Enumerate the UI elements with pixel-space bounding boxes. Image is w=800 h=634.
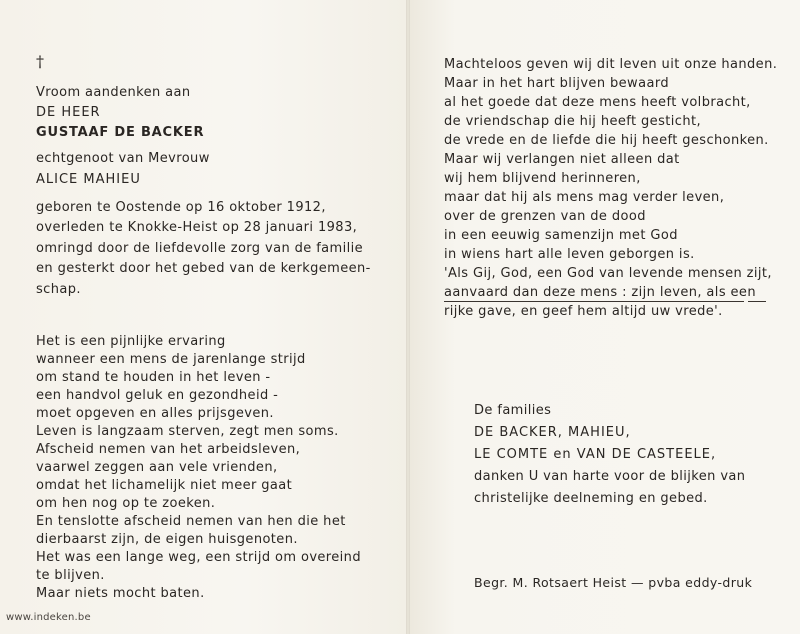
thanks-line: De families [474, 403, 552, 418]
poem-line: al het goede dat deze mens heeft volbracht, [444, 95, 751, 110]
poem-line: om stand te houden in het leven - [36, 370, 271, 385]
thanks-families: LE COMTE en VAN DE CASTEELE, [474, 447, 717, 462]
poem-line: omdat het lichamelijk niet meer gaat [36, 478, 293, 493]
bio-line: omringd door de liefdevolle zorg van de familie [36, 241, 364, 256]
poem-line: Machteloos geven wij dit leven uit onze handen. [444, 57, 778, 72]
bio-line: schap. [36, 282, 81, 297]
poem-line: En tenslotte afscheid nemen van hen die het [36, 514, 346, 529]
intro-line: Vroom aandenken aan [36, 85, 191, 100]
bio-line: overleden te Knokke-Heist op 28 januari 1983, [36, 220, 358, 235]
poem-line: moet opgeven en alles prijsgeven. [36, 406, 274, 421]
deceased-name: GUSTAAF DE BACKER [36, 125, 205, 140]
poem-line: de vriendschap die hij heeft gesticht, [444, 114, 701, 129]
cross-symbol: † [36, 52, 44, 71]
poem-line: Het is een pijnlijke ervaring [36, 334, 226, 349]
poem-line: in wiens hart alle leven geborgen is. [444, 247, 695, 262]
poem-line: Afscheid nemen van het arbeidsleven, [36, 442, 301, 457]
spouse-name: ALICE MAHIEU [36, 172, 141, 187]
poem-line: de vrede en de liefde die hij heeft geschonken. [444, 133, 769, 148]
poem-line: wanneer een mens de jarenlange strijd [36, 352, 306, 367]
poem-line: te blijven. [36, 568, 105, 583]
poem-line: vaarwel zeggen aan vele vrienden, [36, 460, 278, 475]
page-fold [406, 0, 410, 634]
intro-line: DE HEER [36, 105, 101, 120]
printer-credit: Begr. M. Rotsaert Heist — pvba eddy-druk [474, 575, 753, 590]
poem-line: Maar wij verlangen niet alleen dat [444, 152, 680, 167]
poem-line: maar dat hij als mens mag verder leven, [444, 190, 725, 205]
watermark: www.indeken.be [6, 612, 91, 623]
poem-line: Maar in het hart blijven bewaard [444, 76, 669, 91]
poem-line: over de grenzen van de dood [444, 209, 646, 224]
spouse-intro: echtgenoot van Mevrouw [36, 151, 210, 166]
bio-line: geboren te Oostende op 16 oktober 1912, [36, 200, 326, 215]
poem-line: rijke gave, en geef hem altijd uw vrede'. [444, 304, 723, 319]
right-page [408, 0, 800, 634]
poem-line: Leven is langzaam sterven, zegt men soms. [36, 424, 339, 439]
poem-line: om hen nog op te zoeken. [36, 496, 216, 511]
poem-line: dierbaarst zijn, de eigen huisgenoten. [36, 532, 298, 547]
poem-line: Maar niets mocht baten. [36, 586, 205, 601]
poem-line: aanvaard dan deze mens : zijn leven, als een [444, 285, 756, 300]
divider-rule [444, 301, 766, 302]
poem-line: Het was een lange weg, een strijd om overeind [36, 550, 361, 565]
poem-line: 'Als Gij, God, een God van levende mensen zijt, [444, 266, 772, 281]
poem-line: een handvol geluk en gezondheid - [36, 388, 279, 403]
thanks-families: DE BACKER, MAHIEU, [474, 425, 631, 440]
poem-line: wij hem blijvend herinneren, [444, 171, 641, 186]
thanks-line: danken U van harte voor de blijken van [474, 469, 746, 484]
poem-line: in een eeuwig samenzijn met God [444, 228, 678, 243]
bio-line: en gesterkt door het gebed van de kerkgemeen- [36, 261, 371, 276]
thanks-line: christelijke deelneming en gebed. [474, 491, 708, 506]
